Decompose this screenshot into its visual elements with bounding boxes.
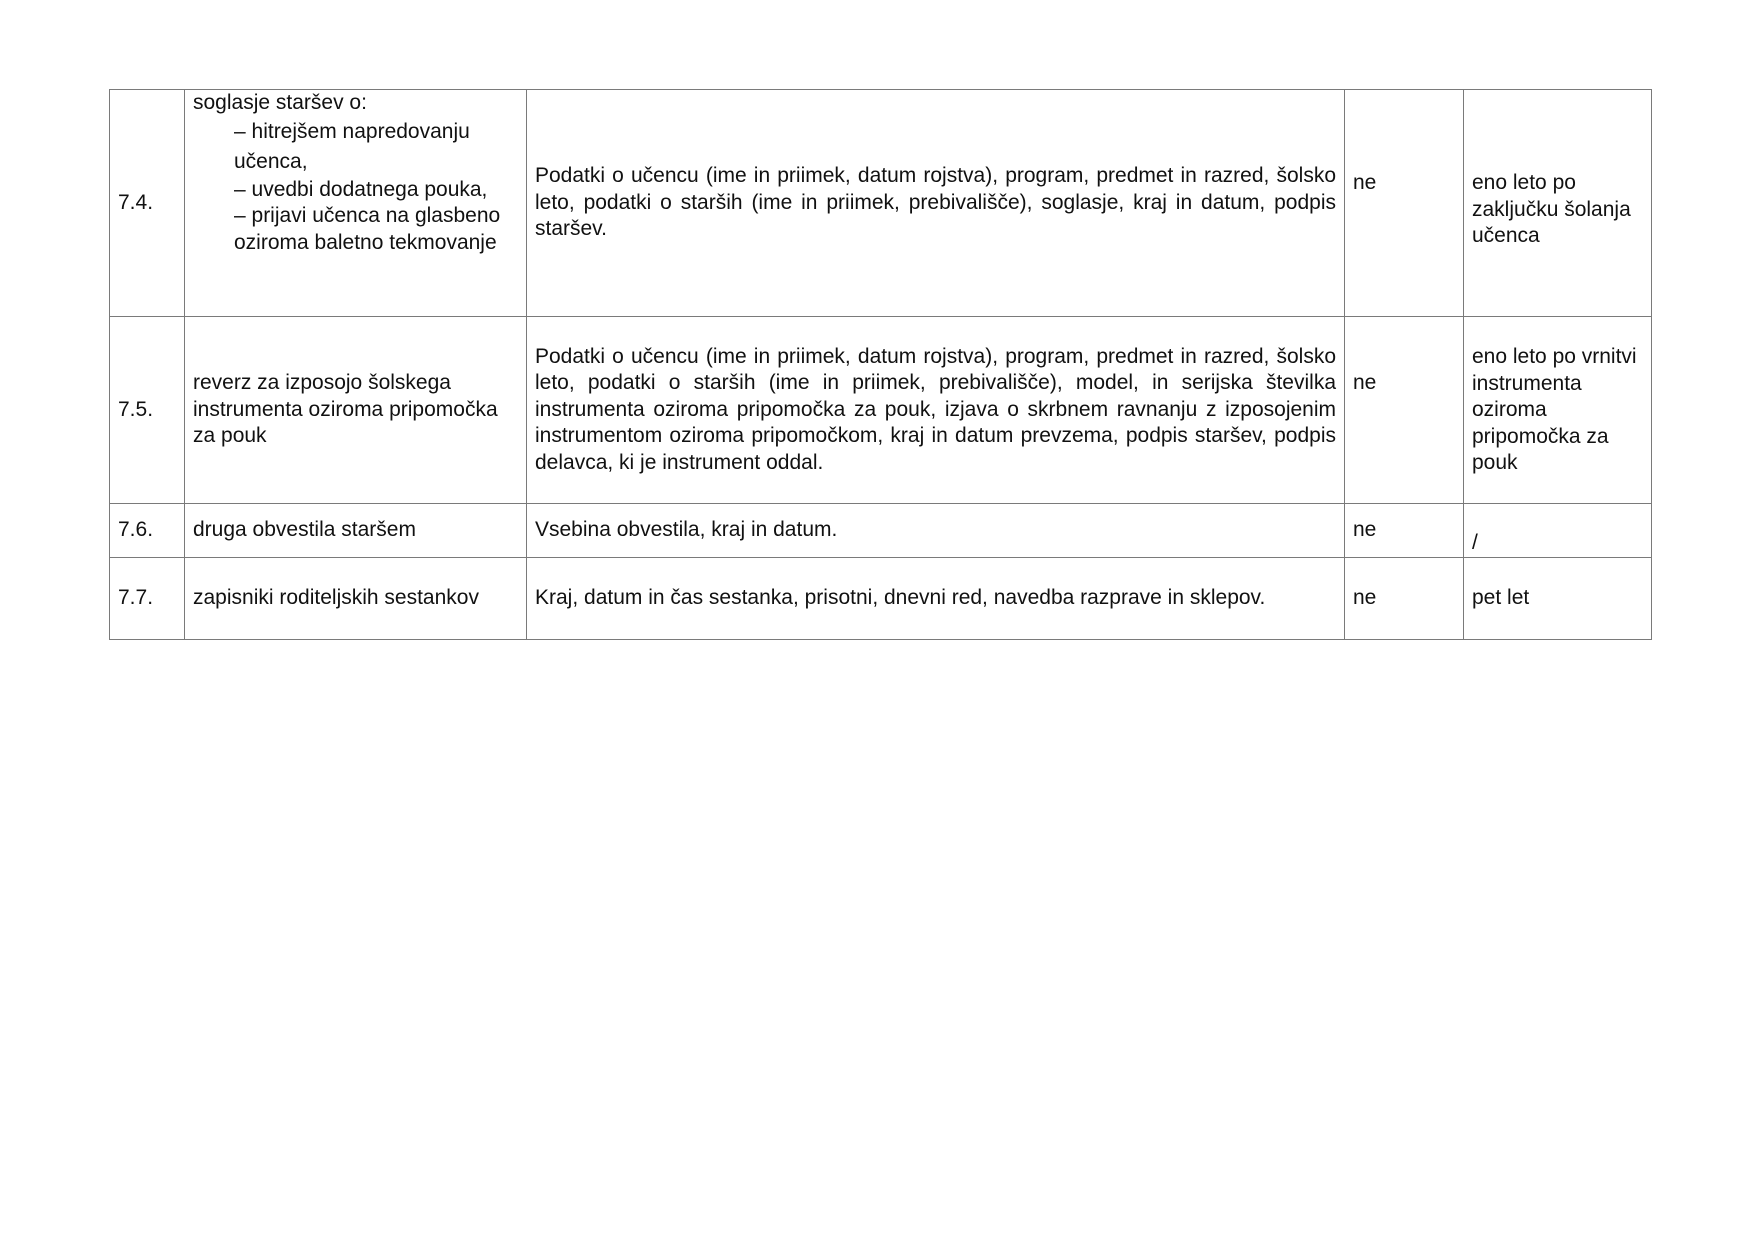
title-intro: soglasje staršev o: [193,91,367,114]
row-retention [1464,317,1652,504]
row-title [185,90,527,317]
row-flag [1345,504,1464,558]
row-title: reverz za izposojo šolskega instrumenta oziroma pripomočka za pouk [185,317,527,504]
row-number: 7.6. [110,504,185,558]
row-number: 7.5. [110,317,185,504]
list-item: – hitrejšem napredovanju učenca, [234,119,470,173]
row-description: Podatki o učencu (ime in priimek, datum rojstva), program, predmet in razred, šolsko leto, podatki o starših (ime in priimek, prebivališče), soglasje, kraj in datum, podpis staršev. [527,90,1345,317]
row-retention [1464,504,1652,558]
flag-text: ne [1353,171,1377,194]
row-description: Kraj, datum in čas sestanka, prisotni, dnevni red, navedba razprave in sklepov. [527,558,1345,640]
title-list [193,117,518,257]
row-retention [1464,558,1652,640]
row-number: 7.7. [110,558,185,640]
table-row [110,317,1652,504]
row-retention [1464,90,1652,317]
row-description: Vsebina obvestila, kraj in datum. [527,504,1345,558]
flag-text: ne [1353,371,1377,394]
row-flag [1345,90,1464,317]
retention-text: / [1472,531,1478,554]
flag-text: ne [1353,586,1377,610]
row-number: 7.4. [110,90,185,317]
row-title: druga obvestila staršem [185,504,527,558]
retention-text: eno leto po vrnitvi instrumenta oziroma pripomočka za pouk [1472,345,1637,474]
retention-text: eno leto po zaključku šolanja učenca [1472,171,1631,247]
row-description: Podatki o učencu (ime in priimek, datum rojstva), program, predmet in razred, šolsko leto, podatki o starših (ime in priimek, prebivališče), model, in serijska številka instrumenta oziroma pripomočka za pouk, izjava o skrbnem ravnanju z izposojenim instrumentom oziroma pripomočkom, kraj in datum prevzema, podpis staršev, podpis delavca, ki je instrument oddal. [527,317,1345,504]
list-item: – prijavi učenca na glasbeno oziroma baletno tekmovanje [234,204,501,254]
row-flag [1345,558,1464,640]
table-row [110,90,1652,317]
records-table [109,89,1652,640]
table-row [110,558,1652,640]
retention-text: pet let [1472,586,1530,610]
row-title: zapisniki roditeljskih sestankov [185,558,527,640]
list-item: – uvedbi dodatnega pouka, [234,177,488,201]
row-flag [1345,317,1464,504]
flag-text: ne [1353,518,1377,542]
table-row [110,504,1652,558]
